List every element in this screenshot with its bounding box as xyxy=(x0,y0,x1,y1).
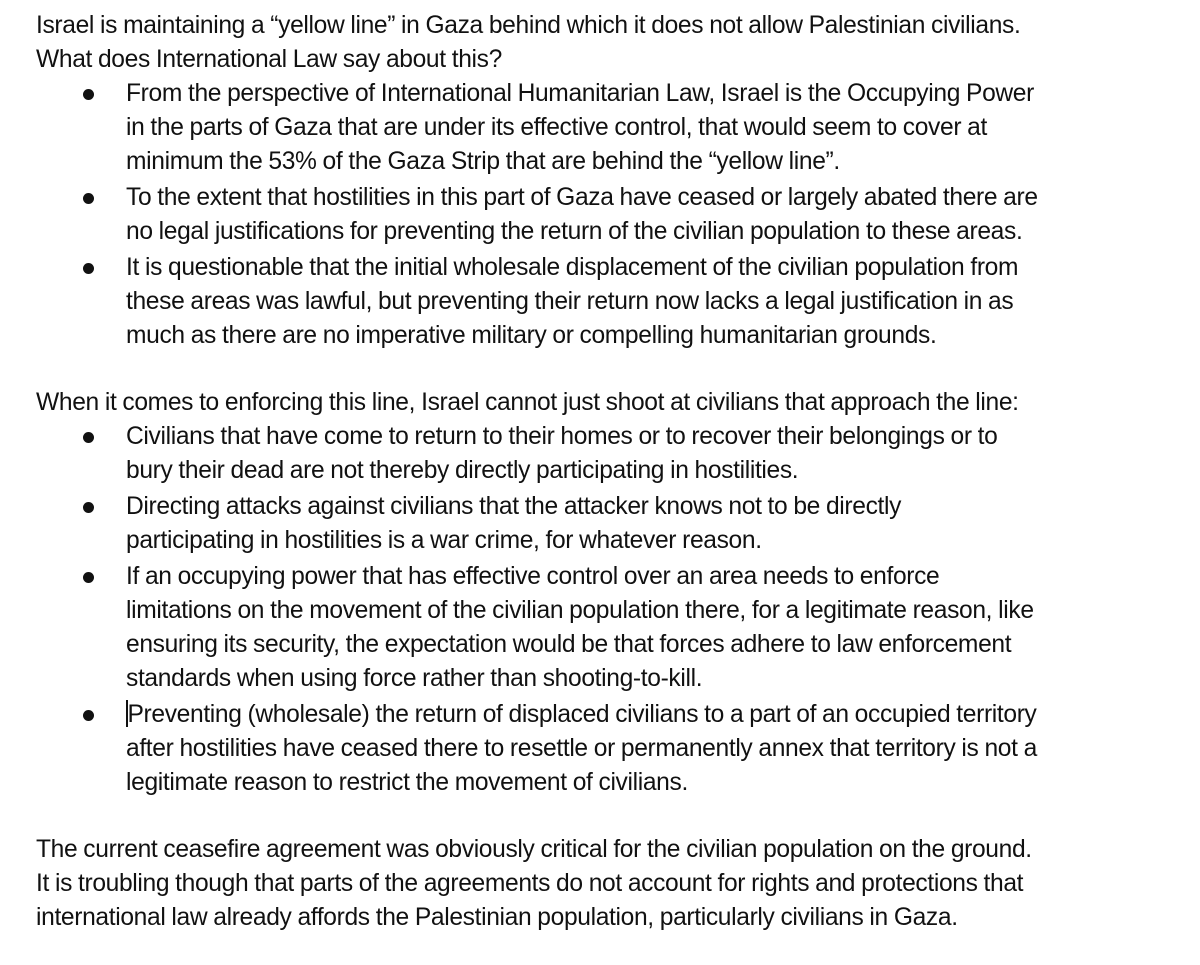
legal-analysis-list xyxy=(36,77,1176,353)
list-item xyxy=(36,77,1176,179)
bullet-icon xyxy=(83,572,94,583)
text-line: Civilians that have come to return to their homes or to recover their belongings or to xyxy=(126,423,998,450)
text-line: It is questionable that the initial wholesale displacement of the civilian population from xyxy=(126,254,1019,281)
text-line: minimum the 53% of the Gaza Strip that are behind the “yellow line”. xyxy=(126,148,840,175)
text-line: legitimate reason to restrict the movement of civilians. xyxy=(126,769,688,796)
bullet-icon xyxy=(83,502,94,513)
paragraph-gap xyxy=(36,353,1176,386)
intro-paragraph xyxy=(36,9,1176,77)
text-line: after hostilities have ceased there to resettle or permanently annex that territory is not a xyxy=(126,735,1037,762)
list-item xyxy=(36,420,1176,488)
text-line: Israel is maintaining a “yellow line” in Gaza behind which it does not allow Palestinian civilians. xyxy=(36,12,1021,39)
list-item xyxy=(36,251,1176,353)
text-line: no legal justifications for preventing the return of the civilian population to these areas. xyxy=(126,218,1023,245)
text-line: standards when using force rather than shooting-to-kill. xyxy=(126,665,703,692)
conclusion-paragraph xyxy=(36,833,1176,935)
text-line: much as there are no imperative military or compelling humanitarian grounds. xyxy=(126,322,937,349)
text-line: What does International Law say about this? xyxy=(36,46,502,73)
text-line: Directing attacks against civilians that the attacker knows not to be directly xyxy=(126,493,902,520)
text-line: From the perspective of International Humanitarian Law, Israel is the Occupying Power xyxy=(126,80,1034,107)
list-item xyxy=(36,560,1176,696)
text-line: these areas was lawful, but preventing their return now lacks a legal justification in as xyxy=(126,288,1014,315)
text-line: ensuring its security, the expectation would be that forces adhere to law enforcement xyxy=(126,631,1012,658)
bullet-icon xyxy=(83,193,94,204)
text-line: international law already affords the Palestinian population, particularly civilians in Gaza. xyxy=(36,904,958,931)
enforcement-paragraph xyxy=(36,386,1176,420)
text-line: The current ceasefire agreement was obviously critical for the civilian population on the ground. xyxy=(36,836,1032,863)
text-line: If an occupying power that has effective control over an area needs to enforce xyxy=(126,563,940,590)
list-item xyxy=(36,698,1176,800)
bullet-icon xyxy=(83,263,94,274)
text-line: participating in hostilities is a war crime, for whatever reason. xyxy=(126,527,762,554)
list-item xyxy=(36,490,1176,558)
text-line: To the extent that hostilities in this part of Gaza have ceased or largely abated there are xyxy=(126,184,1038,211)
text-line: limitations on the movement of the civilian population there, for a legitimate reason, like xyxy=(126,597,1034,624)
enforcement-list xyxy=(36,420,1176,800)
text-line: When it comes to enforcing this line, Israel cannot just shoot at civilians that approach the line: xyxy=(36,389,1019,416)
text-line: bury their dead are not thereby directly participating in hostilities. xyxy=(126,457,799,484)
text-line-with-cursor[interactable] xyxy=(126,698,1176,732)
list-item xyxy=(36,181,1176,249)
text-line: in the parts of Gaza that are under its effective control, that would seem to cover at xyxy=(126,114,987,141)
bullet-icon xyxy=(83,710,94,721)
document-body[interactable] xyxy=(36,9,1176,935)
paragraph-gap xyxy=(36,800,1176,833)
text-line: It is troubling though that parts of the agreements do not account for rights and protections that xyxy=(36,870,1024,897)
bullet-icon xyxy=(83,432,94,443)
bullet-icon xyxy=(83,89,94,100)
text-line-content: Preventing (wholesale) the return of displaced civilians to a part of an occupied territory xyxy=(127,701,1037,728)
